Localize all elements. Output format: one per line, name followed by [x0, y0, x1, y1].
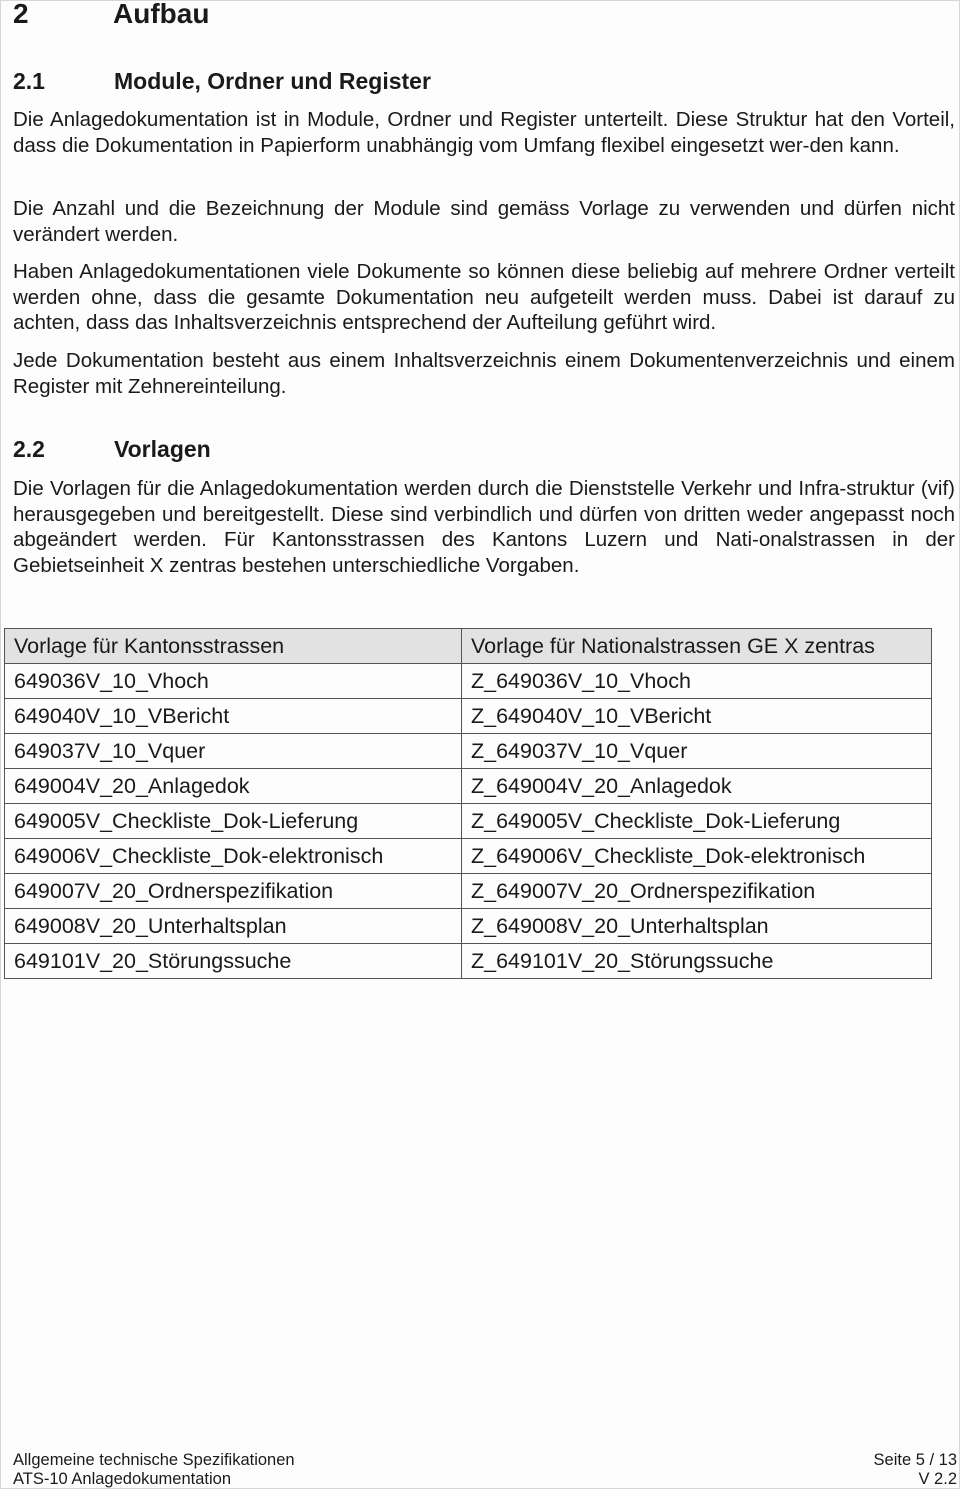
- kantonsstrassen-template-cell: 649007V_20_Ordnerspezifikation: [5, 874, 462, 909]
- templates-table: [4, 628, 932, 979]
- table-row: [5, 734, 932, 769]
- table-row: [5, 909, 932, 944]
- chapter-title: Aufbau: [113, 0, 210, 29]
- nationalstrassen-template-cell: Z_649007V_20_Ordnerspezifikation: [462, 874, 932, 909]
- kantonsstrassen-template-cell: 649008V_20_Unterhaltsplan: [5, 909, 462, 944]
- footer-version: V 2.2: [918, 1469, 957, 1488]
- table-row: [5, 664, 932, 699]
- table-row: [5, 769, 932, 804]
- footer-page-number: Seite 5 / 13: [873, 1451, 957, 1469]
- kantonsstrassen-template-cell: 649101V_20_Störungssuche: [5, 944, 462, 979]
- table-header-cell: Vorlage für Nationalstrassen GE X zentras: [462, 629, 932, 664]
- kantonsstrassen-template-cell: 649006V_Checkliste_Dok-elektronisch: [5, 839, 462, 874]
- paragraph: Die Anlagedokumentation ist in Module, Ordner und Register unterteilt. Diese Struktur hat den Vorteil, dass die Dokumentation in Papierform unabhängig vom Umfang flexibel eingesetzt wer-den kann.: [13, 108, 955, 157]
- nationalstrassen-template-cell: Z_649005V_Checkliste_Dok-Lieferung: [462, 804, 932, 839]
- chapter-number: 2: [13, 0, 29, 29]
- nationalstrassen-template-cell: Z_649008V_20_Unterhaltsplan: [462, 909, 932, 944]
- table-header-row: [5, 629, 932, 664]
- paragraph: Haben Anlagedokumentationen viele Dokumente so können diese beliebig auf mehrere Ordner verteilt werden ohne, dass die gesamte Dokumentation neu aufgeteilt werden muss. Dabei ist darauf zu achten, dass das Inhaltsverzeichnis entsprechend der Aufteilung geführt wird.: [13, 260, 955, 335]
- table-row: [5, 944, 932, 979]
- paragraph: Jede Dokumentation besteht aus einem Inhaltsverzeichnis einem Dokumentenverzeichnis und einem Register mit Zehnereinteilung.: [13, 349, 955, 398]
- section-number: 2.1: [13, 68, 45, 94]
- kantonsstrassen-template-cell: 649004V_20_Anlagedok: [5, 769, 462, 804]
- section-title: Module, Ordner und Register: [114, 68, 431, 94]
- table-header-cell: Vorlage für Kantonsstrassen: [5, 629, 462, 664]
- kantonsstrassen-template-cell: 649037V_10_Vquer: [5, 734, 462, 769]
- kantonsstrassen-template-cell: 649040V_10_VBericht: [5, 699, 462, 734]
- kantonsstrassen-template-cell: 649005V_Checkliste_Dok-Lieferung: [5, 804, 462, 839]
- section-number: 2.2: [13, 436, 45, 462]
- paragraph: Die Vorlagen für die Anlagedokumentation werden durch die Dienststelle Verkehr und Infra-struktur (vif) herausgegeben und bereitgestellt. Diese sind verbindlich und dürfen von dritten weder angepasst noch abgeändert werden. Für Kantonsstrassen des Kantons Luzern und Nati-onalstrassen in der Gebietseinheit X zentras bestehen unterschiedliche Vorgaben.: [13, 477, 955, 578]
- footer-doc-subtitle: ATS-10 Anlagedokumentation: [13, 1469, 232, 1488]
- nationalstrassen-template-cell: Z_649036V_10_Vhoch: [462, 664, 932, 699]
- chapter-heading: [13, 0, 209, 31]
- nationalstrassen-template-cell: Z_649037V_10_Vquer: [462, 734, 932, 769]
- nationalstrassen-template-cell: Z_649004V_20_Anlagedok: [462, 769, 932, 804]
- nationalstrassen-template-cell: Z_649101V_20_Störungssuche: [462, 944, 932, 979]
- table-row: [5, 839, 932, 874]
- nationalstrassen-template-cell: Z_649006V_Checkliste_Dok-elektronisch: [462, 839, 932, 874]
- table-row: [5, 699, 932, 734]
- nationalstrassen-template-cell: Z_649040V_10_VBericht: [462, 699, 932, 734]
- kantonsstrassen-template-cell: 649036V_10_Vhoch: [5, 664, 462, 699]
- footer-left: [13, 1451, 295, 1488]
- paragraph: Die Anzahl und die Bezeichnung der Module sind gemäss Vorlage zu verwenden und dürfen nicht verändert werden.: [13, 197, 955, 246]
- footer-doc-title: Allgemeine technische Spezifikationen: [13, 1451, 295, 1469]
- section-heading-2-2: [13, 435, 211, 463]
- footer-right: [874, 1451, 957, 1488]
- table-row: [5, 804, 932, 839]
- section-title: Vorlagen: [114, 436, 211, 462]
- table-row: [5, 874, 932, 909]
- section-heading-2-1: [13, 67, 431, 95]
